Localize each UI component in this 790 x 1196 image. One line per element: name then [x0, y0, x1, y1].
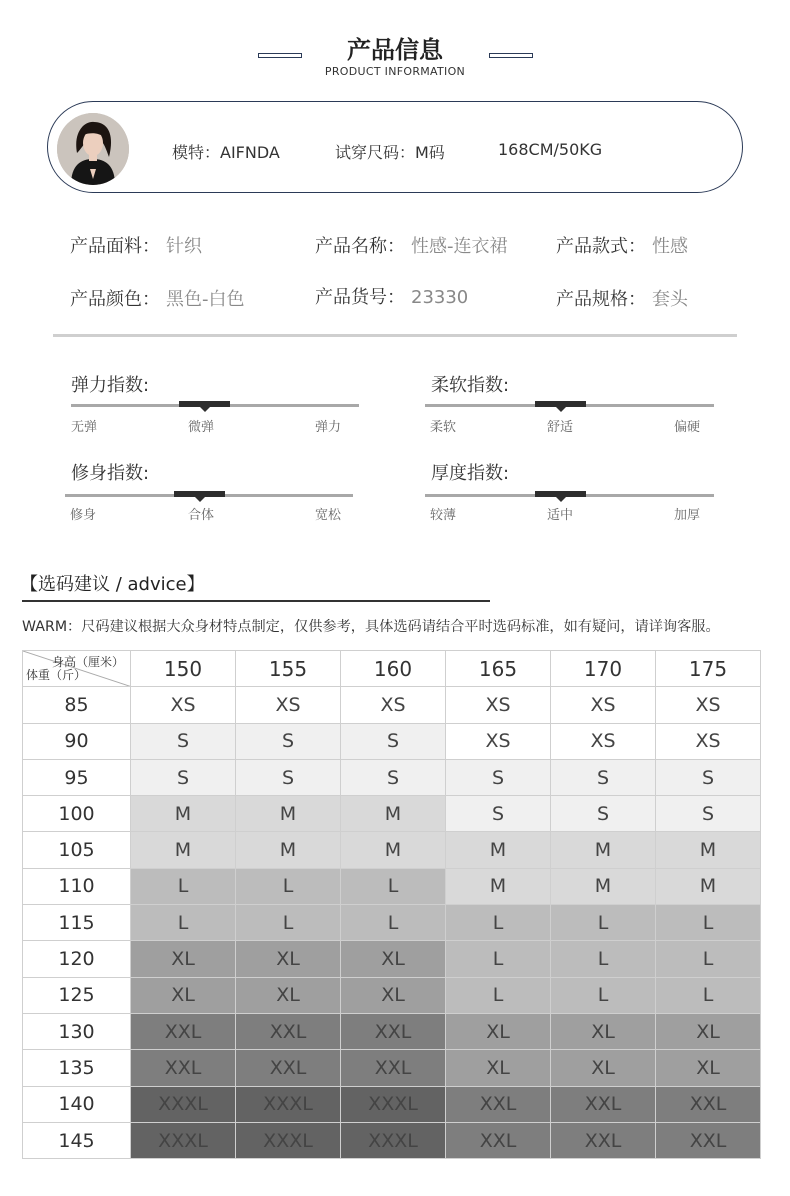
- table-row: [23, 977, 761, 1013]
- fit-index-marker: [174, 491, 225, 497]
- size-cell: S: [236, 759, 341, 795]
- fit-index-title: 修身指数:: [71, 463, 150, 484]
- size-cell: XXL: [656, 1086, 761, 1122]
- size-cell: XS: [446, 687, 551, 723]
- size-cell: XXL: [236, 1013, 341, 1049]
- size-cell: XS: [551, 687, 656, 723]
- thickness-index-title: 厚度指数:: [431, 463, 510, 484]
- height-header-cell: 150: [131, 651, 236, 687]
- weight-cell: 125: [23, 977, 131, 1013]
- elasticity-index-marker: [179, 401, 230, 407]
- elasticity-label-low: 无弹: [71, 420, 98, 435]
- size-cell: XS: [131, 687, 236, 723]
- softness-label-low: 柔软: [430, 420, 457, 435]
- size-cell: S: [446, 759, 551, 795]
- size-cell: XXXL: [341, 1122, 446, 1158]
- page-subtitle: PRODUCT INFORMATION: [324, 65, 466, 78]
- fit-label-high: 宽松: [315, 508, 342, 523]
- size-cell: XXL: [446, 1086, 551, 1122]
- size-cell: XXXL: [131, 1086, 236, 1122]
- size-cell: L: [551, 941, 656, 977]
- fit-label-mid: 合体: [188, 508, 215, 523]
- size-cell: L: [551, 905, 656, 941]
- size-cell: XL: [131, 941, 236, 977]
- softness-index-marker: [535, 401, 586, 407]
- size-cell: M: [131, 796, 236, 832]
- thickness-index-marker: [535, 491, 586, 497]
- size-cell: XXL: [656, 1122, 761, 1158]
- weight-cell: 145: [23, 1122, 131, 1158]
- size-cell: L: [551, 977, 656, 1013]
- size-cell: L: [236, 868, 341, 904]
- size-cell: XL: [446, 1050, 551, 1086]
- size-cell: XL: [656, 1013, 761, 1049]
- elasticity-label-mid: 微弹: [188, 420, 215, 435]
- weight-cell: 100: [23, 796, 131, 832]
- weight-cell: 115: [23, 905, 131, 941]
- size-cell: L: [131, 868, 236, 904]
- size-cell: XL: [656, 1050, 761, 1086]
- size-cell: M: [446, 868, 551, 904]
- section-divider: [53, 334, 737, 337]
- thickness-label-mid: 适中: [547, 508, 574, 523]
- size-cell: S: [341, 723, 446, 759]
- table-row: [23, 1086, 761, 1122]
- size-cell: XS: [551, 723, 656, 759]
- table-row: [23, 905, 761, 941]
- model-portrait-icon: [57, 113, 129, 185]
- softness-label-high: 偏硬: [674, 420, 701, 435]
- weight-cell: 110: [23, 868, 131, 904]
- elasticity-index-title: 弹力指数:: [71, 375, 150, 396]
- size-cell: M: [656, 868, 761, 904]
- size-cell: XL: [341, 977, 446, 1013]
- thickness-label-low: 较薄: [430, 508, 457, 523]
- size-cell: M: [656, 832, 761, 868]
- size-cell: XS: [341, 687, 446, 723]
- size-cell: XXXL: [341, 1086, 446, 1122]
- table-row: [23, 1050, 761, 1086]
- size-recommendation-table: [22, 650, 761, 1159]
- size-cell: XL: [341, 941, 446, 977]
- size-cell: L: [341, 868, 446, 904]
- weight-cell: 130: [23, 1013, 131, 1049]
- advice-underline: [22, 600, 490, 602]
- model-name: 模特：AIFNDA: [172, 143, 280, 162]
- size-cell: XXL: [551, 1122, 656, 1158]
- table-row: [23, 941, 761, 977]
- size-cell: M: [551, 832, 656, 868]
- size-cell: L: [236, 905, 341, 941]
- table-row: [23, 1122, 761, 1158]
- size-cell: L: [446, 977, 551, 1013]
- size-cell: S: [131, 723, 236, 759]
- size-cell: S: [656, 796, 761, 832]
- size-cell: XS: [656, 687, 761, 723]
- elasticity-label-high: 弹力: [315, 420, 342, 435]
- advice-warning-text: WARM：尺码建议根据大众身材特点制定，仅供参考，具体选码请结合平时选码标准，如有疑问，请详询客服。: [22, 619, 720, 635]
- size-cell: XL: [131, 977, 236, 1013]
- size-cell: M: [236, 796, 341, 832]
- attr-color: 产品颜色： 黑色-白色: [70, 289, 245, 310]
- size-cell: XL: [551, 1013, 656, 1049]
- size-cell: M: [131, 832, 236, 868]
- table-row: [23, 868, 761, 904]
- weight-cell: 90: [23, 723, 131, 759]
- size-cell: XXL: [341, 1050, 446, 1086]
- size-cell: L: [656, 905, 761, 941]
- thickness-label-high: 加厚: [674, 508, 701, 523]
- size-cell: S: [446, 796, 551, 832]
- size-cell: XXXL: [236, 1086, 341, 1122]
- size-cell: XXXL: [131, 1122, 236, 1158]
- size-cell: XL: [446, 1013, 551, 1049]
- table-row: [23, 687, 761, 723]
- size-cell: M: [446, 832, 551, 868]
- size-cell: XL: [236, 941, 341, 977]
- attr-style: 产品款式： 性感: [556, 236, 688, 257]
- size-cell: S: [551, 759, 656, 795]
- size-cell: XXL: [131, 1050, 236, 1086]
- size-cell: L: [446, 941, 551, 977]
- corner-weight-label: 体重（斤）: [26, 668, 87, 683]
- size-cell: M: [341, 832, 446, 868]
- weight-cell: 95: [23, 759, 131, 795]
- table-row: [23, 796, 761, 832]
- size-cell: L: [446, 905, 551, 941]
- weight-cell: 140: [23, 1086, 131, 1122]
- size-cell: M: [341, 796, 446, 832]
- corner-height-label: 身高（厘米）: [51, 655, 124, 669]
- size-cell: L: [131, 905, 236, 941]
- size-cell: L: [656, 977, 761, 1013]
- weight-cell: 85: [23, 687, 131, 723]
- size-cell: XS: [656, 723, 761, 759]
- size-cell: L: [656, 941, 761, 977]
- model-avatar: [57, 113, 129, 185]
- softness-index-title: 柔软指数:: [431, 375, 510, 396]
- height-header-cell: 165: [446, 651, 551, 687]
- size-cell: S: [551, 796, 656, 832]
- attr-item-number: 产品货号： 23330: [315, 287, 469, 308]
- size-cell: XXL: [341, 1013, 446, 1049]
- size-cell: XS: [446, 723, 551, 759]
- table-row: [23, 759, 761, 795]
- size-cell: XXXL: [236, 1122, 341, 1158]
- size-cell: XXL: [236, 1050, 341, 1086]
- size-cell: S: [656, 759, 761, 795]
- advice-title: 【选码建议 / advice】: [20, 574, 205, 595]
- table-header-row: [23, 651, 761, 687]
- size-cell: XL: [236, 977, 341, 1013]
- size-cell: M: [551, 868, 656, 904]
- size-cell: XXL: [551, 1086, 656, 1122]
- attr-spec: 产品规格： 套头: [556, 289, 688, 310]
- height-header-cell: 175: [656, 651, 761, 687]
- height-header-cell: 155: [236, 651, 341, 687]
- table-corner-cell: [23, 651, 131, 687]
- table-row: [23, 1013, 761, 1049]
- size-cell: S: [236, 723, 341, 759]
- size-cell: XXL: [446, 1122, 551, 1158]
- height-header-cell: 170: [551, 651, 656, 687]
- size-cell: XS: [236, 687, 341, 723]
- fit-label-low: 修身: [70, 508, 97, 523]
- weight-cell: 135: [23, 1050, 131, 1086]
- size-cell: S: [131, 759, 236, 795]
- attr-name: 产品名称： 性感-连衣裙: [315, 236, 508, 257]
- model-body-measurements: 168CM/50KG: [498, 140, 603, 159]
- model-try-size: 试穿尺码：M码: [335, 143, 445, 162]
- table-row: [23, 832, 761, 868]
- attr-fabric: 产品面料： 针织: [70, 236, 202, 257]
- size-cell: L: [341, 905, 446, 941]
- height-header-cell: 160: [341, 651, 446, 687]
- weight-cell: 105: [23, 832, 131, 868]
- softness-label-mid: 舒适: [547, 420, 574, 435]
- size-cell: M: [236, 832, 341, 868]
- page-title: 产品信息: [347, 36, 443, 64]
- weight-cell: 120: [23, 941, 131, 977]
- size-cell: S: [341, 759, 446, 795]
- size-cell: XXL: [131, 1013, 236, 1049]
- size-cell: XL: [551, 1050, 656, 1086]
- table-row: [23, 723, 761, 759]
